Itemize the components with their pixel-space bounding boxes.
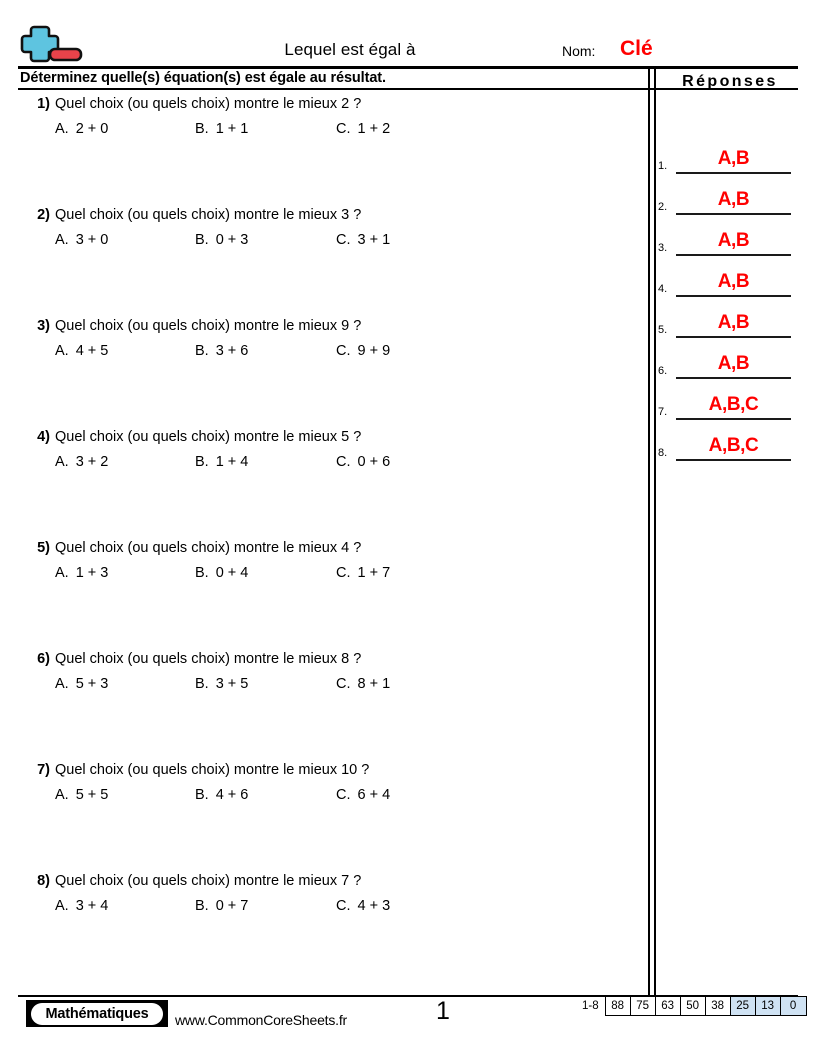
choice-a[interactable]: A. 3 + 2	[55, 454, 109, 470]
answer-row	[656, 174, 804, 215]
choice-b[interactable]: B. 3 + 5	[195, 676, 249, 692]
answers-panel	[656, 68, 816, 998]
answer-value[interactable]: A,B	[717, 312, 750, 333]
answer-value[interactable]: A,B	[717, 353, 750, 374]
question-item	[0, 651, 648, 762]
question-item	[0, 318, 648, 429]
score-cell: 38	[706, 997, 731, 1015]
answer-value[interactable]: A,B	[717, 148, 750, 169]
score-cell: 63	[656, 997, 681, 1015]
choice-b[interactable]: B. 0 + 7	[195, 898, 249, 914]
answer-value[interactable]: A,B	[717, 230, 750, 251]
question-number: 1)	[37, 96, 50, 112]
question-number: 8)	[37, 873, 50, 889]
question-text: Quel choix (ou quels choix) montre le mieux 9 ?	[55, 318, 362, 334]
choice-a[interactable]: A. 1 + 3	[55, 565, 109, 581]
answer-row	[656, 256, 804, 297]
question-text: Quel choix (ou quels choix) montre le mieux 10 ?	[55, 762, 370, 778]
score-table	[582, 996, 807, 1016]
choice-b[interactable]: B. 0 + 4	[195, 565, 249, 581]
instruction-text: Déterminez quelle(s) équation(s) est égale au résultat.	[20, 70, 386, 86]
question-item	[0, 96, 648, 207]
choice-c[interactable]: C. 8 + 1	[336, 676, 391, 692]
choice-a[interactable]: A. 2 + 0	[55, 121, 109, 137]
score-cell: 0	[781, 997, 806, 1015]
choice-b[interactable]: B. 3 + 6	[195, 343, 249, 359]
answer-number: 4.	[658, 283, 668, 295]
choice-c[interactable]: C. 3 + 1	[336, 232, 391, 248]
choice-a[interactable]: A. 3 + 0	[55, 232, 109, 248]
score-cell: 13	[756, 997, 781, 1015]
choice-a[interactable]: A. 5 + 5	[55, 787, 109, 803]
question-number: 2)	[37, 207, 50, 223]
answer-number: 8.	[658, 447, 668, 459]
question-item	[0, 207, 648, 318]
question-text: Quel choix (ou quels choix) montre le mieux 2 ?	[55, 96, 362, 112]
score-cell: 25	[731, 997, 756, 1015]
answer-number: 2.	[658, 201, 668, 213]
choice-a[interactable]: A. 3 + 4	[55, 898, 109, 914]
choice-c[interactable]: C. 1 + 2	[336, 121, 391, 137]
answer-row	[656, 215, 804, 256]
answer-row	[656, 379, 804, 420]
question-number: 4)	[37, 429, 50, 445]
question-number: 5)	[37, 540, 50, 556]
score-cell: 88	[606, 997, 631, 1015]
score-cell: 50	[681, 997, 706, 1015]
answer-value[interactable]: A,B	[717, 271, 750, 292]
choice-b[interactable]: B. 4 + 6	[195, 787, 249, 803]
answer-number: 1.	[658, 160, 668, 172]
answer-row	[656, 420, 804, 461]
question-number: 6)	[37, 651, 50, 667]
question-item	[0, 429, 648, 540]
question-item	[0, 873, 648, 984]
question-text: Quel choix (ou quels choix) montre le mieux 7 ?	[55, 873, 362, 889]
score-range-label: 1-8	[582, 1000, 599, 1012]
answer-number: 5.	[658, 324, 668, 336]
column-divider-left	[648, 68, 650, 997]
answers-heading: Réponses	[682, 73, 778, 90]
plus-minus-logo-icon	[18, 24, 90, 66]
site-url[interactable]: www.CommonCoreSheets.fr	[175, 1012, 348, 1028]
choice-a[interactable]: A. 5 + 3	[55, 676, 109, 692]
answer-value[interactable]: A,B,C	[708, 394, 759, 415]
worksheet-header	[0, 0, 816, 68]
choice-b[interactable]: B. 1 + 4	[195, 454, 249, 470]
answer-row	[656, 133, 804, 174]
answer-row	[656, 338, 804, 379]
page-number: 1	[436, 997, 450, 1025]
subject-badge	[26, 1000, 168, 1027]
question-item	[0, 762, 648, 873]
question-text: Quel choix (ou quels choix) montre le mieux 4 ?	[55, 540, 362, 556]
score-cells	[605, 996, 807, 1016]
name-value: Clé	[620, 37, 653, 60]
answer-number: 7.	[658, 406, 668, 418]
question-text: Quel choix (ou quels choix) montre le mieux 3 ?	[55, 207, 362, 223]
question-number: 7)	[37, 762, 50, 778]
answer-value[interactable]: A,B	[717, 189, 750, 210]
answer-number: 3.	[658, 242, 668, 254]
page-title: Lequel est égal à	[284, 40, 416, 59]
question-item	[0, 540, 648, 651]
choice-c[interactable]: C. 1 + 7	[336, 565, 391, 581]
choice-a[interactable]: A. 4 + 5	[55, 343, 109, 359]
answer-number: 6.	[658, 365, 668, 377]
question-number: 3)	[37, 318, 50, 334]
score-cell: 75	[631, 997, 656, 1015]
choice-c[interactable]: C. 4 + 3	[336, 898, 391, 914]
questions-list	[0, 96, 648, 984]
answer-row	[656, 297, 804, 338]
subject-label: Mathématiques	[31, 1003, 163, 1025]
name-label: Nom:	[562, 43, 596, 59]
choice-b[interactable]: B. 1 + 1	[195, 121, 249, 137]
question-text: Quel choix (ou quels choix) montre le mieux 5 ?	[55, 429, 362, 445]
choice-b[interactable]: B. 0 + 3	[195, 232, 249, 248]
answer-value[interactable]: A,B,C	[708, 435, 759, 456]
question-text: Quel choix (ou quels choix) montre le mieux 8 ?	[55, 651, 362, 667]
choice-c[interactable]: C. 0 + 6	[336, 454, 391, 470]
answer-line	[676, 459, 791, 461]
choice-c[interactable]: C. 6 + 4	[336, 787, 391, 803]
choice-c[interactable]: C. 9 + 9	[336, 343, 391, 359]
